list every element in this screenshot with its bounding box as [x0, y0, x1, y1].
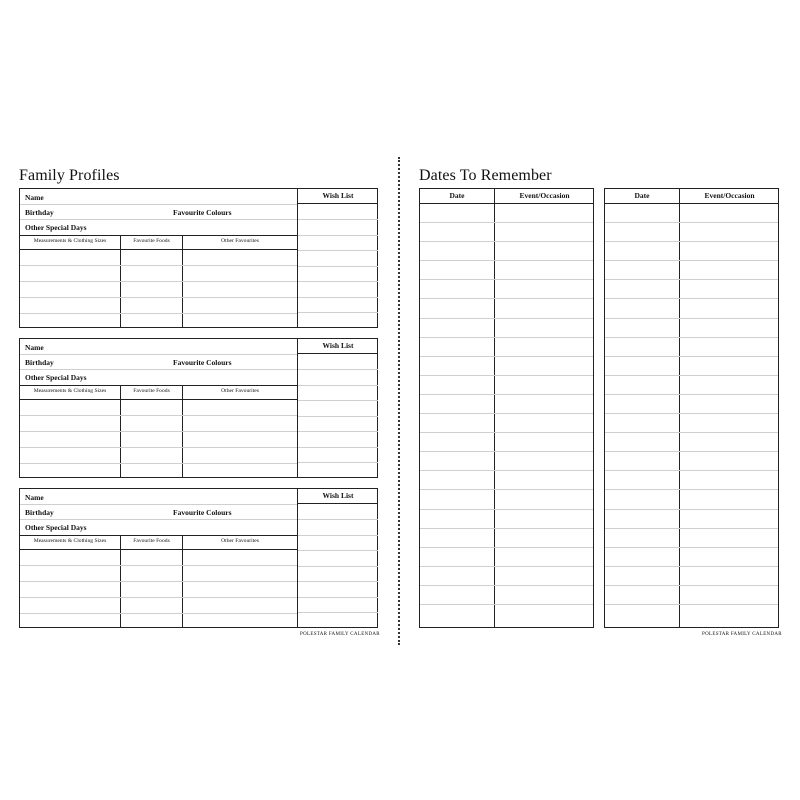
- dates-table-row-line: [420, 509, 593, 510]
- dates-table-row-line: [605, 356, 778, 357]
- subtable-top-line: [20, 385, 297, 386]
- subtable-row-line: [20, 415, 297, 416]
- birthday-label: Birthday: [25, 358, 54, 367]
- wish-list-row-line: [298, 535, 378, 536]
- subtable-row-line: [20, 431, 297, 432]
- special-days-label: Other Special Days: [25, 523, 87, 532]
- wish-list-row-line: [298, 462, 378, 463]
- dates-table-row-line: [420, 241, 593, 242]
- dates-table-row-line: [420, 413, 593, 414]
- dates-to-remember-title: Dates To Remember: [419, 167, 552, 184]
- special-days-label: Other Special Days: [25, 223, 87, 232]
- special-days-label: Other Special Days: [25, 373, 87, 382]
- profile-card: [19, 488, 378, 628]
- dates-table-row-line: [420, 337, 593, 338]
- dates-table-row-line: [605, 318, 778, 319]
- wish-list-label: Wish List: [322, 191, 354, 200]
- subtable-row-line: [20, 297, 297, 298]
- dates-table-row-line: [605, 260, 778, 261]
- wish-list-row-line: [298, 312, 378, 313]
- dates-table-row-line: [605, 394, 778, 395]
- name-label: Name: [25, 343, 44, 352]
- other-favourites-column-header: Other Favourites: [221, 388, 259, 394]
- dates-table-row-line: [605, 279, 778, 280]
- field-line: [20, 204, 297, 205]
- subtable-row-line: [20, 613, 297, 614]
- wish-list-row-line: [298, 612, 378, 613]
- dates-table-row-line: [420, 260, 593, 261]
- dates-table-row-line: [605, 547, 778, 548]
- subtable-row-line: [20, 313, 297, 314]
- wish-list-header-line: [297, 203, 378, 204]
- event-column-header: Event/Occasion: [519, 191, 570, 200]
- subtable-row-line: [20, 463, 297, 464]
- dates-table-col-divider: [494, 189, 495, 627]
- wish-list-row-line: [298, 385, 378, 386]
- right-page-footer: POLESTAR FAMILY CALENDAR: [702, 632, 782, 637]
- subtable-top-line: [20, 535, 297, 536]
- subtable-row-line: [20, 447, 297, 448]
- favourite-colours-label: Favourite Colours: [173, 358, 232, 367]
- dates-table-row-line: [420, 566, 593, 567]
- wish-list-divider: [297, 189, 298, 327]
- wish-list-label: Wish List: [322, 491, 354, 500]
- dates-table-row-line: [420, 394, 593, 395]
- dates-table-col-divider: [679, 189, 680, 627]
- wish-list-divider: [297, 339, 298, 477]
- date-column-header: Date: [634, 191, 650, 200]
- dates-table-row-line: [605, 375, 778, 376]
- wish-list-divider: [297, 489, 298, 627]
- dates-table-row-line: [605, 432, 778, 433]
- dates-table-header-line: [420, 203, 593, 204]
- dates-table-row-line: [420, 375, 593, 376]
- subtable-header-line: [20, 249, 297, 250]
- name-label: Name: [25, 493, 44, 502]
- wish-list-header-line: [297, 353, 378, 354]
- wish-list-row-line: [298, 597, 378, 598]
- favourite-colours-label: Favourite Colours: [173, 208, 232, 217]
- dates-table-row-line: [420, 432, 593, 433]
- wish-list-row-line: [298, 431, 378, 432]
- field-line: [20, 504, 297, 505]
- dates-table-row-line: [605, 566, 778, 567]
- dates-table-row-line: [605, 451, 778, 452]
- subtable-row-line: [20, 565, 297, 566]
- dates-table-row-line: [420, 547, 593, 548]
- favourite-colours-label: Favourite Colours: [173, 508, 232, 517]
- dates-table-row-line: [420, 356, 593, 357]
- birthday-label: Birthday: [25, 208, 54, 217]
- subtable-row-line: [20, 281, 297, 282]
- dates-table-row-line: [605, 604, 778, 605]
- wish-list-row-line: [298, 400, 378, 401]
- wish-list-row-line: [298, 281, 378, 282]
- left-page-footer: POLESTAR FAMILY CALENDAR: [300, 632, 380, 637]
- other-favourites-column-header: Other Favourites: [221, 538, 259, 544]
- page-divider: [398, 157, 400, 645]
- wish-list-row-line: [298, 447, 378, 448]
- dates-table-row-line: [605, 337, 778, 338]
- subtable-row-line: [20, 597, 297, 598]
- wish-list-row-line: [298, 581, 378, 582]
- dates-table-row-line: [605, 222, 778, 223]
- dates-table-header-line: [605, 203, 778, 204]
- wish-list-label: Wish List: [322, 341, 354, 350]
- subtable-header-line: [20, 549, 297, 550]
- dates-table-row-line: [420, 451, 593, 452]
- profile-card: [19, 188, 378, 328]
- wish-list-row-line: [298, 550, 378, 551]
- dates-table-row-line: [420, 470, 593, 471]
- dates-table-row-line: [605, 489, 778, 490]
- subtable-row-line: [20, 265, 297, 266]
- measurements-column-header: Measurements & Clothing Sizes: [33, 238, 107, 244]
- name-label: Name: [25, 193, 44, 202]
- dates-table-row-line: [420, 222, 593, 223]
- dates-table-row-line: [420, 528, 593, 529]
- dates-table-row-line: [605, 509, 778, 510]
- subtable-header-line: [20, 399, 297, 400]
- dates-table-row-line: [420, 585, 593, 586]
- dates-table: [604, 188, 779, 628]
- wish-list-row-line: [298, 566, 378, 567]
- subtable-top-line: [20, 235, 297, 236]
- favourite-foods-column-header: Favourite Foods: [133, 538, 170, 544]
- dates-table-row-line: [420, 489, 593, 490]
- wish-list-row-line: [298, 519, 378, 520]
- favourite-foods-column-header: Favourite Foods: [133, 238, 170, 244]
- dates-table-row-line: [420, 279, 593, 280]
- profile-card: [19, 338, 378, 478]
- dates-table-row-line: [420, 298, 593, 299]
- measurements-column-header: Measurements & Clothing Sizes: [33, 538, 107, 544]
- wish-list-row-line: [298, 250, 378, 251]
- wish-list-row-line: [298, 219, 378, 220]
- date-column-header: Date: [449, 191, 465, 200]
- dates-table-row-line: [605, 470, 778, 471]
- field-line: [20, 369, 297, 370]
- dates-table-row-line: [420, 318, 593, 319]
- dates-table-row-line: [420, 604, 593, 605]
- measurements-column-header: Measurements & Clothing Sizes: [33, 388, 107, 394]
- wish-list-row-line: [298, 369, 378, 370]
- birthday-label: Birthday: [25, 508, 54, 517]
- dates-table-row-line: [605, 528, 778, 529]
- wish-list-row-line: [298, 266, 378, 267]
- field-line: [20, 519, 297, 520]
- wish-list-row-line: [298, 235, 378, 236]
- wish-list-header-line: [297, 503, 378, 504]
- wish-list-row-line: [298, 297, 378, 298]
- field-line: [20, 354, 297, 355]
- field-line: [20, 219, 297, 220]
- dates-table-row-line: [605, 241, 778, 242]
- dates-table-row-line: [605, 585, 778, 586]
- wish-list-row-line: [298, 416, 378, 417]
- favourite-foods-column-header: Favourite Foods: [133, 388, 170, 394]
- dates-table-row-line: [605, 413, 778, 414]
- event-column-header: Event/Occasion: [704, 191, 755, 200]
- dates-table-row-line: [605, 298, 778, 299]
- other-favourites-column-header: Other Favourites: [221, 238, 259, 244]
- family-profiles-title: Family Profiles: [19, 167, 120, 184]
- dates-table: [419, 188, 594, 628]
- subtable-row-line: [20, 581, 297, 582]
